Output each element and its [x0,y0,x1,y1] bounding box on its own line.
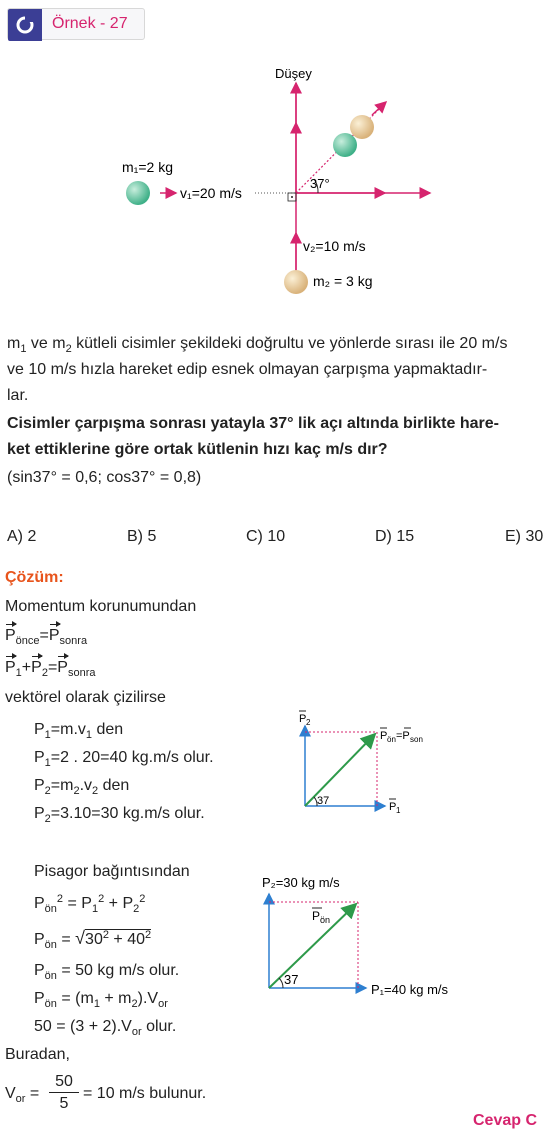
question-line-2: ve 10 m/s hızla hareket edip esnek olmayan çarpışma yapmaktadır- [7,361,488,378]
option-b: B) 5 [127,528,157,545]
option-a: A) 2 [7,528,37,545]
ball-tan-combined [350,115,374,139]
solution-heading: Çözüm: [5,569,64,586]
question-line-1: kütleli cisimler şekildeki doğrultu ve yönlerde sırası ile 20 m/s [76,335,508,352]
m2-label: m₂ = 3 kg [313,273,373,289]
v1-label: v₁=20 m/s [180,185,242,201]
ball-m1 [126,181,150,205]
p2-vector-label [299,711,311,727]
eq-substituted: $50 = (3 + 2).V_{or}$ olur. [34,1018,177,1038]
svg-text:2: 2 [306,718,311,727]
option-c: C) 10 [246,528,286,545]
svg-text:ön: ön [320,915,331,925]
p2-magnitude-label: P₂=30 kg m/s [262,875,340,890]
diagram2-angle: 37 [284,972,299,987]
m1-label: m₁=2 kg [122,159,174,175]
option-e: E) 30 [505,528,544,545]
ball-m2 [284,270,308,294]
eq-pythagoras: $P_{ön}^2 = P_1^2 + P_2^2$ [34,893,146,915]
v2-label: v₂=10 m/s [303,238,366,254]
example-badge [7,8,145,40]
eq-sqrt: $P_{ön} = √30^2 + 40^2$ [34,928,152,951]
answer-label: Cevap C [473,1112,538,1129]
p-on-son-label [380,728,423,744]
question-bold-2: ket ettiklerine göre ortak kütlenin hızı kaç m/s dır? [7,441,388,458]
svg-text:son: son [410,735,423,744]
vertical-label: Düşey [275,66,312,81]
given-values: (sin37° = 0,6; cos37° = 0,8) [7,469,202,486]
p1-vector-label [389,799,401,815]
example-icon [8,9,42,41]
question-line-3: lar. [7,387,29,404]
svg-text:1: 1 [396,806,401,815]
svg-text:P: P [299,713,307,725]
diagram1-angle: 37 [317,795,330,807]
svg-text:ön: ön [387,735,396,744]
vector-diagram-2 [258,872,478,1002]
example-title: Örnek - 27 [52,15,128,32]
eq-momentum-1: $P_{önce}=P_{sonra}$ [5,627,88,647]
eq-p-mass: $P_{ön} = (m_1 + m_2).V_{or}$ [34,990,168,1010]
option-d: D) 15 [375,528,415,545]
eq-p1-value: $P_1=2$ . 20=40 kg.m/s olur. [34,749,214,769]
svg-text:P: P [380,730,388,742]
eq-p2-def: $P_2=m_2.v_2$ den [34,777,130,797]
eq-p1-def: $P_1=m.v_1$ den [34,721,124,741]
vector-diagram-1 [290,708,450,818]
eq-p-result: $P_{ön} = 50$ kg m/s olur. [34,962,180,982]
question-text: $m_1$ ve $m_2$ kütleli cisimler şekildeki doğrultu ve yönlerde sırası ile 20 m/s ve 10 m/s hızla hareket edip esnek olmayan çarpışma yapmaktadır- lar. Cisimler çarpışma sonrası yatayla 37° lik açı altında birlikte hare- ket ettiklerine göre ortak kütlenin hızı kaç m/s dır? (sin37° = 0,6; cos37° = 0,8) [7,333,552,489]
p-on-vector-label [312,908,330,925]
angle-label: 37° [310,176,330,191]
svg-text:P: P [312,909,321,923]
question-bold-1: Cisimler çarpışma sonrası yatayla 37° lik açı altında birlikte hare- [7,415,499,432]
therefore-text: Buradan, [5,1046,70,1063]
collision-figure [0,55,559,305]
ball-green-combined [333,133,357,157]
final-result: = 10 m/s bulunur. [83,1085,207,1102]
svg-text:P: P [389,801,397,813]
solution-intro: Momentum korunumundan [5,598,197,615]
eq-momentum-2: $P_1+P_2=P_{sonra}$ [5,659,96,679]
svg-text:=P: =P [396,730,410,742]
pythagoras-text: Pisagor bağıntısından [34,863,190,880]
eq-p2-value: $P_2=3.10=30$ kg.m/s olur. [34,805,205,825]
vector-text: vektörel olarak çizilirse [5,689,166,706]
p1-magnitude-label: P₁=40 kg m/s [371,982,449,997]
